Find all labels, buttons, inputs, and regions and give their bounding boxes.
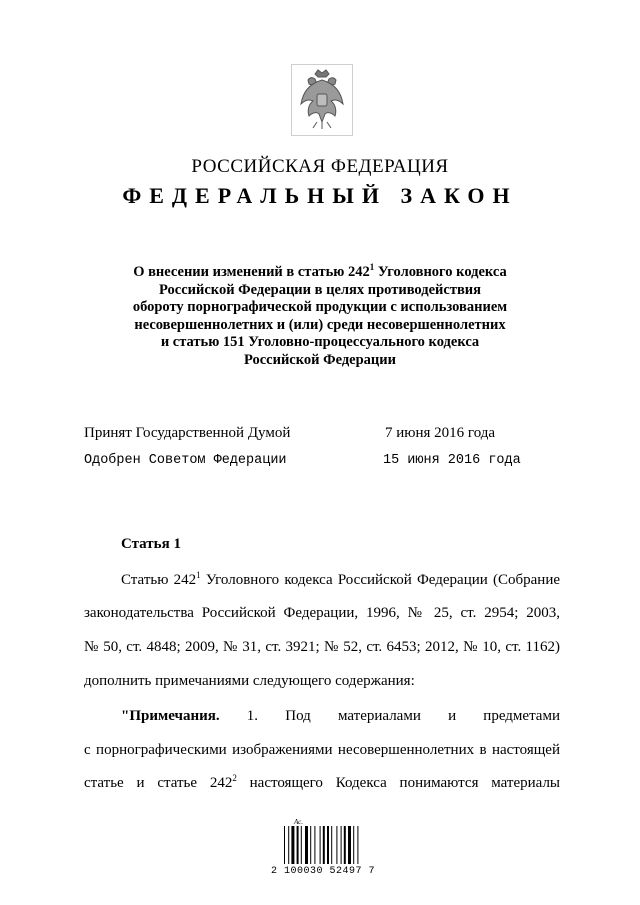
barcode-bar (341, 826, 342, 864)
barcode-bar (323, 826, 325, 864)
article-text-line: дополнить примечаниями следующего содержания: (84, 673, 415, 689)
title-line: и статью 151 Уголовно-процессуального кодекса (160, 334, 480, 350)
coat-of-arms-frame (291, 64, 353, 136)
barcode-bar (320, 826, 321, 864)
duma-adoption-date: 7 июня 2016 года (385, 425, 496, 441)
law-title (90, 264, 550, 369)
russian-coat-of-arms-icon (295, 68, 349, 132)
article-text-line: Статью $242^1$ Уголовного кодекса Российской Федерации (Собрание (121, 570, 561, 588)
barcode-bars (282, 826, 364, 866)
title-line: О внесении изменений в статью $242^1$ Уголовного кодекса (133, 262, 507, 280)
barcode-bar (348, 826, 351, 864)
barcode-bar (327, 826, 329, 864)
document-type: ФЕДЕРАЛЬНЫЙ ЗАКОН (122, 183, 518, 208)
article-text-line: статье и статье $242^2$ настоящего Кодекса понимаются материалы (84, 773, 561, 791)
title-line: обороту порнографической продукции с использованием (132, 299, 508, 315)
barcode-bar (284, 826, 285, 864)
barcode-bar (310, 826, 311, 864)
council-approval-label: Одобрен Советом Федерации (84, 453, 287, 468)
barcode-bar (301, 826, 302, 864)
title-line: несовершеннолетних и (или) среди несовершеннолетних (134, 316, 506, 333)
barcode-bar (331, 826, 332, 864)
article-heading: Статья 1 (121, 536, 181, 552)
barcode-number: 2 100030 52497 7 (270, 866, 375, 877)
country-name: РОССИЙСКАЯ ФЕДЕРАЦИЯ (191, 156, 449, 177)
barcode-initials: Ас. (294, 818, 304, 826)
barcode-bar (305, 826, 308, 864)
title-line: Российской Федерации (243, 351, 396, 368)
duma-adoption-label: Принят Государственной Думой (84, 425, 291, 441)
barcode-bar (336, 826, 337, 864)
barcode-bar (288, 826, 289, 864)
barcode-bar (314, 826, 315, 864)
article-text-line: № 50, ст. 4848; 2009, № 31, ст. 3921; № 52, ст. 6453; 2012, № 10, ст. 1162) (84, 639, 560, 655)
notes-heading: "Примечания. (121, 708, 220, 724)
article-text-line: законодательства Российской Федерации, 1996, № 25, ст. 2954; 2003, (84, 605, 560, 621)
article-text-line: с порнографическими изображениями несовершеннолетних в настоящей (84, 742, 560, 758)
council-approval-date: 15 июня 2016 года (383, 453, 521, 468)
barcode-bar (291, 826, 294, 864)
title-line: Российской Федерации в целях противодействия (159, 281, 481, 298)
barcode-bar (353, 826, 354, 864)
article-text-line: "Примечания. 1. Под материалами и предметами (121, 708, 560, 724)
barcode-bar (357, 826, 358, 864)
barcode-bar (297, 826, 299, 864)
barcode-bar (344, 826, 346, 864)
